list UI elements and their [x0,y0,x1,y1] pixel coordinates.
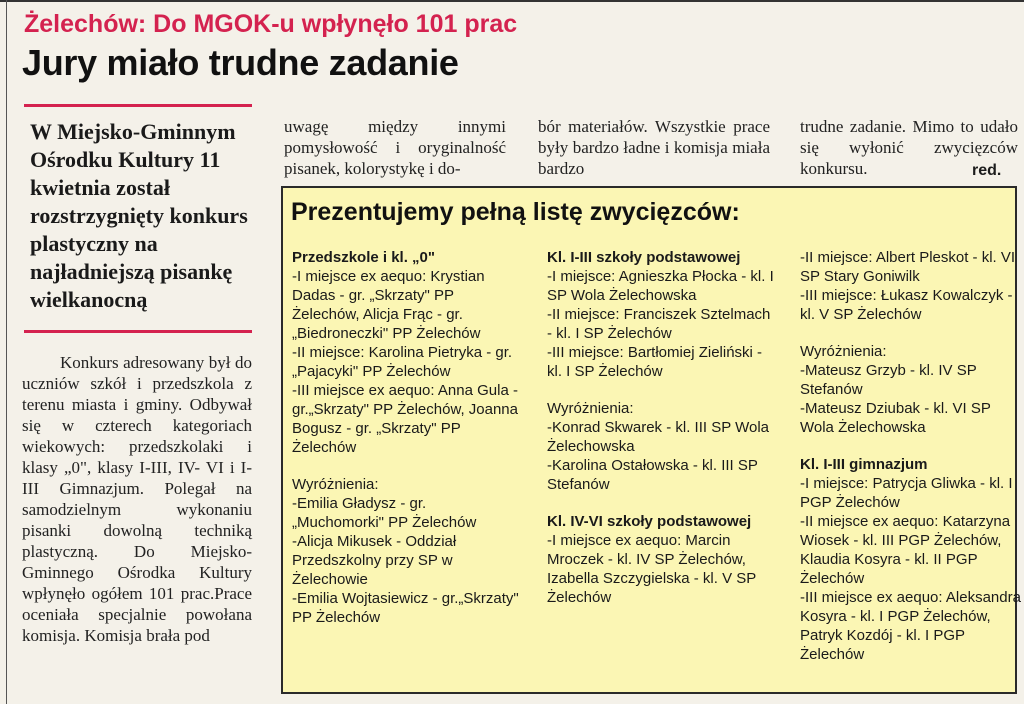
article-body-col4: trudne zadanie. Mimo to udało się wyłonić zwycięzców konkursu. [800,117,1018,178]
winner-entry: Wyróżnienia: [547,400,634,417]
category-heading: Kl. IV-VI szkoły podstawowej [547,513,752,530]
spacer [800,324,1024,342]
category-heading: Kl. I-III gimnazjum [800,456,928,473]
winner-entry: -I miejsce ex aequo: Marcin Mroczek - kl. IV SP Żelechów, Izabella Szczygielska - kl. V SP Żelechów [547,532,756,606]
winners-box [281,186,1021,694]
spacer [800,437,1024,455]
category-heading: Kl. I-III szkoły podstawowej [547,249,741,266]
winner-entry: -I miejsce: Patrycja Gliwka - kl. I PGP Żelechów [800,475,1013,511]
winner-entry: Wyróżnienia: [292,476,379,493]
winner-entry: -II miejsce: Franciszek Sztelmach - kl. I SP Żelechów [547,306,771,342]
winner-entry: -Konrad Skwarek - kl. III SP Wola Żelechowska [547,419,770,455]
article-lead: W Miejsko-Gminnym Ośrodku Kultury 11 kwietnia został rozstrzygnięty konkurs plastyczny na najładniejszą pisankę wielkanocną [30,119,248,312]
winners-column-2 [547,248,775,607]
headline-underline [24,104,252,107]
winner-entry: -III miejsce ex aequo: Anna Gula - gr.„Skrzaty" PP Żelechów, Joanna Bogusz - gr. „Skrzaty" PP Żelechów [292,382,518,456]
spacer [292,457,520,475]
winner-entry: -Mateusz Grzyb - kl. IV SP Stefanów [800,362,977,398]
winner-entry: -I miejsce: Agnieszka Płocka - kl. I SP Wola Żelechowska [547,268,774,304]
winner-entry: -Emilia Wojtasiewicz - gr.„Skrzaty" PP Żelechów [292,590,519,626]
lead-underline [24,330,252,333]
winners-title: Prezentujemy pełną listę zwycięzców: [291,198,740,226]
winner-entry: -III miejsce ex aequo: Aleksandra Kosyra - kl. I PGP Żelechów, Patryk Kozdój - kl. I PGP Żelechów [800,589,1021,663]
winner-entry: -Alicja Mikusek - Oddział Przedszkolny przy SP w Żelechowie [292,533,457,588]
winner-entry: Wyróżnienia: [800,343,887,360]
winners-column-3 [800,248,1024,664]
column-rule [6,0,7,704]
winner-entry: -Karolina Ostałowska - kl. III SP Stefanów [547,457,758,493]
article-body-col1: Konkurs adresowany był do uczniów szkół i przedszkola z terenu miasta i gminy. Odbywał się w czterech kategoriach wiekowych: przedszkolaki i klasy „0", klasy I-III, IV- VI i I-III Gimnazjum. Polegał na samodzielnym wykonaniu pisanki dowolną techniką plastyczną. Do Miejsko-Gminnego Ośrodka Kultury wpłynęło ogółem 101 prac.Prace oceniała specjalnie powołana komisja. Komisja brała pod [22,353,252,645]
top-rule [0,0,1024,2]
spacer [547,494,775,512]
article-headline: Jury miało trudne zadanie [22,42,459,83]
winners-column-1 [292,248,520,627]
winner-entry: -III miejsce: Bartłomiej Zieliński - kl. I SP Żelechów [547,344,763,380]
article-body-col2: uwagę między innymi pomysłowość i oryginalność pisanek, kolorystykę i do- [284,117,506,178]
winner-entry: -II miejsce ex aequo: Katarzyna Wiosek - kl. III PGP Żelechów, Klaudia Kosyra - kl. II PGP Żelechów [800,513,1011,587]
winner-entry: -Mateusz Dziubak - kl. VI SP Wola Żelechowska [800,400,991,436]
winner-entry: -II miejsce: Albert Pleskot - kl. VI SP Stary Goniwilk [800,249,1016,285]
article-signature: red. [972,162,1002,179]
winner-entry: -Emilia Gładysz - gr. „Muchomorki" PP Żelechów [292,495,477,531]
spacer [547,381,775,399]
category-heading: Przedszkole i kl. „0" [292,249,436,266]
article-body-col3: bór materiałów. Wszystkie prace były bardzo ładne i komisja miała bardzo [538,117,770,178]
winner-entry: -II miejsce: Karolina Pietryka - gr. „Pajacyki" PP Żelechów [292,344,513,380]
winner-entry: -I miejsce ex aequo: Krystian Dadas - gr. „Skrzaty" PP Żelechów, Alicja Frąc - gr. „Biedroneczki" PP Żelechów [292,268,485,342]
article-kicker: Żelechów: Do MGOK-u wpłynęło 101 prac [24,10,518,38]
winner-entry: -III miejsce: Łukasz Kowalczyk - kl. V SP Żelechów [800,287,1013,323]
